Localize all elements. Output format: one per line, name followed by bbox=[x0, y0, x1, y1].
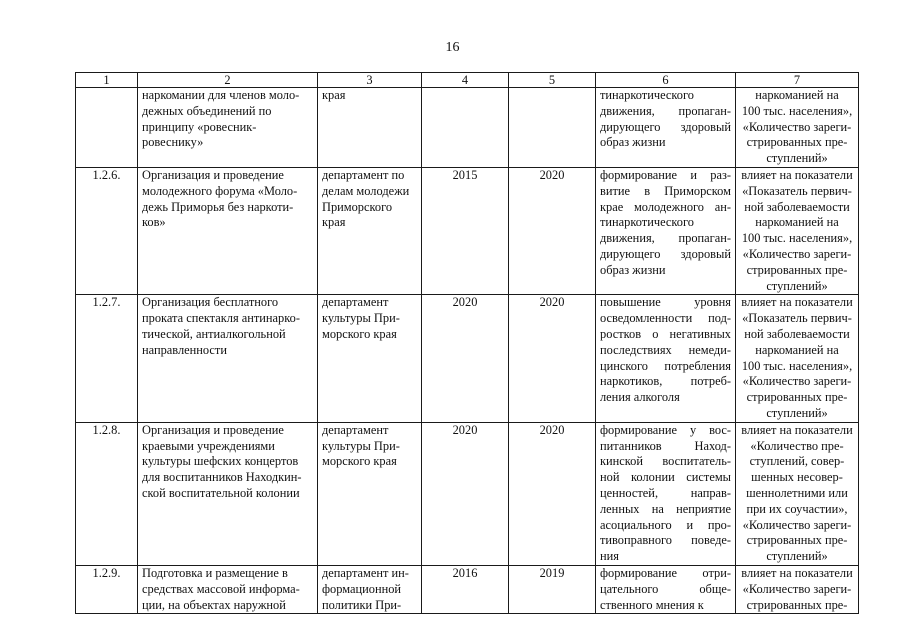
page-number: 16 bbox=[445, 40, 460, 55]
table-row bbox=[76, 167, 859, 294]
cell-line: ственного мнения к bbox=[600, 597, 704, 612]
executor-cell bbox=[318, 422, 422, 565]
table-body bbox=[76, 73, 859, 614]
cell-line: «Количество зареги- bbox=[742, 517, 852, 532]
cell-line: стрированных пре- bbox=[746, 262, 848, 277]
cell-line: «Количество зареги- bbox=[742, 581, 852, 596]
end-year-cell: 2020 bbox=[509, 295, 596, 422]
cell-line: политики При- bbox=[322, 597, 402, 612]
cell-line: повышение уровня bbox=[600, 295, 731, 310]
start-year-cell: 2020 bbox=[422, 295, 509, 422]
table-row bbox=[76, 565, 859, 613]
cell-line: морского края bbox=[322, 454, 397, 469]
cell-line: департамент по bbox=[322, 167, 405, 182]
cell-line: стрированных пре- bbox=[746, 533, 848, 548]
cell-line: тинаркотического bbox=[600, 88, 694, 102]
cell-line: Приморского bbox=[322, 199, 393, 214]
start-year-cell: 2020 bbox=[422, 422, 509, 565]
start-year-cell: 2015 bbox=[422, 167, 509, 294]
executor-cell bbox=[318, 88, 422, 168]
item-number-cell: 1.2.8. bbox=[76, 422, 138, 565]
activity-title-cell bbox=[138, 295, 318, 422]
indicator-link-cell bbox=[736, 295, 859, 422]
cell-line: ков» bbox=[142, 215, 166, 230]
cell-line: ления алкоголя bbox=[600, 390, 680, 405]
cell-line: средствах массовой информа- bbox=[142, 581, 300, 596]
cell-line: ленных на неприятие bbox=[600, 501, 731, 516]
cell-line: ровеснику» bbox=[142, 135, 204, 150]
cell-line: краевыми учреждениями bbox=[142, 438, 275, 453]
cell-line: культуры При- bbox=[322, 311, 400, 326]
end-year-cell bbox=[509, 88, 596, 168]
header-cell-6: 6 bbox=[596, 73, 736, 88]
header-cell-5: 5 bbox=[509, 73, 596, 88]
program-activities-table bbox=[75, 72, 859, 614]
expected-result-cell bbox=[596, 167, 736, 294]
cell-line: наркомании для членов моло- bbox=[142, 88, 300, 102]
cell-line: «Количество зареги- bbox=[742, 246, 852, 261]
cell-line: ступлений» bbox=[766, 151, 828, 166]
activity-title-cell bbox=[138, 167, 318, 294]
cell-line: формирование отри- bbox=[600, 565, 731, 580]
cell-line: направленности bbox=[142, 342, 227, 357]
expected-result-cell bbox=[596, 295, 736, 422]
cell-line: дирующего здоровый bbox=[600, 119, 731, 134]
cell-line: питанников Наход- bbox=[600, 438, 731, 453]
start-year-cell bbox=[422, 88, 509, 168]
cell-line: движения, пропаган- bbox=[600, 231, 731, 246]
cell-line: 100 тыс. населения», bbox=[741, 358, 853, 373]
cell-line: наркотиков, потреб- bbox=[600, 374, 731, 389]
cell-line: ной колонии системы bbox=[600, 470, 731, 485]
cell-line: ной заболеваемости bbox=[744, 326, 850, 341]
cell-line: последствиях немеди- bbox=[600, 342, 731, 357]
cell-line: движения, пропаган- bbox=[600, 103, 731, 118]
cell-line: департамент bbox=[322, 295, 389, 310]
cell-line: молодежного форума «Моло- bbox=[142, 183, 298, 198]
expected-result-cell bbox=[596, 565, 736, 613]
cell-line: тивоправного поведе- bbox=[600, 533, 731, 548]
cell-line: дирующего здоровый bbox=[600, 246, 731, 261]
cell-line: наркоманией на bbox=[755, 342, 839, 357]
cell-line: асоциального и про- bbox=[600, 517, 731, 532]
cell-line: ростков о негативных bbox=[600, 326, 731, 341]
cell-line: «Количество пре- bbox=[750, 438, 844, 453]
indicator-link-cell bbox=[736, 422, 859, 565]
cell-line: шенных несовер- bbox=[751, 470, 843, 485]
cell-line: стрированных пре- bbox=[746, 135, 848, 150]
cell-line: культуры При- bbox=[322, 438, 400, 453]
cell-line: края bbox=[322, 215, 346, 230]
cell-line: наркоманией на bbox=[755, 215, 839, 230]
cell-line: шеннолетними или bbox=[746, 485, 848, 500]
indicator-link-cell bbox=[736, 88, 859, 168]
cell-line: «Количество зареги- bbox=[742, 119, 852, 134]
cell-line: ния bbox=[600, 549, 619, 564]
cell-line: ступлений» bbox=[766, 405, 828, 420]
cell-line: цательного обще- bbox=[600, 581, 731, 596]
cell-line: Организация и проведение bbox=[142, 422, 284, 437]
cell-line: «Количество зареги- bbox=[742, 374, 852, 389]
cell-line: для воспитанников Находкин- bbox=[142, 470, 302, 485]
executor-cell bbox=[318, 167, 422, 294]
expected-result-cell bbox=[596, 422, 736, 565]
cell-line: образ жизни bbox=[600, 135, 666, 150]
header-cell-7: 7 bbox=[736, 73, 859, 88]
activity-title-cell bbox=[138, 88, 318, 168]
header-row bbox=[76, 73, 859, 88]
cell-line: 100 тыс. населения», bbox=[741, 231, 853, 246]
cell-line: ценностей, направ- bbox=[600, 485, 731, 500]
cell-line: проката спектакля антинарко- bbox=[142, 311, 300, 326]
cell-line: делам молодежи bbox=[322, 183, 410, 198]
cell-line: ступлений, совер- bbox=[749, 454, 845, 469]
cell-line: формирование у вос- bbox=[600, 422, 731, 437]
cell-line: 100 тыс. населения», bbox=[741, 103, 853, 118]
cell-line: стрированных пре- bbox=[746, 597, 848, 612]
cell-line: ной заболеваемости bbox=[744, 199, 850, 214]
cell-line: осведомленности под- bbox=[600, 311, 731, 326]
table-row bbox=[76, 422, 859, 565]
activity-title-cell bbox=[138, 422, 318, 565]
cell-line: формационной bbox=[322, 581, 402, 596]
cell-line: Организация и проведение bbox=[142, 167, 284, 182]
table-row bbox=[76, 295, 859, 422]
cell-line: Подготовка и размещение в bbox=[142, 565, 288, 580]
activity-title-cell bbox=[138, 565, 318, 613]
cell-line: образ жизни bbox=[600, 262, 666, 277]
cell-line: морского края bbox=[322, 326, 397, 341]
cell-line: крае молодежного ан- bbox=[600, 199, 731, 214]
cell-line: влияет на показатели bbox=[741, 295, 853, 310]
end-year-cell: 2020 bbox=[509, 167, 596, 294]
cell-line: влияет на показатели bbox=[741, 167, 853, 182]
cell-line: тинаркотического bbox=[600, 215, 694, 230]
item-number-cell: 1.2.6. bbox=[76, 167, 138, 294]
item-number-cell: 1.2.9. bbox=[76, 565, 138, 613]
cell-line: витие в Приморском bbox=[600, 183, 731, 198]
cell-line: цинского потребления bbox=[600, 358, 731, 373]
cell-line: влияет на показатели bbox=[741, 565, 853, 580]
cell-line: ской воспитательной колонии bbox=[142, 485, 300, 500]
cell-line: «Показатель первич- bbox=[742, 183, 852, 198]
cell-line: стрированных пре- bbox=[746, 390, 848, 405]
cell-line: Организация бесплатного bbox=[142, 295, 279, 310]
cell-line: тической, антиалкогольной bbox=[142, 326, 286, 341]
cell-line: «Показатель первич- bbox=[742, 311, 852, 326]
cell-line: дежь Приморья без наркоти- bbox=[142, 199, 294, 214]
cell-line: края bbox=[322, 88, 346, 102]
cell-line: при их соучастии», bbox=[746, 501, 848, 516]
cell-line: формирование и раз- bbox=[600, 167, 731, 182]
table-row bbox=[76, 88, 859, 168]
cell-line: ступлений» bbox=[766, 549, 828, 564]
end-year-cell: 2019 bbox=[509, 565, 596, 613]
cell-line: кинской воспитатель- bbox=[600, 454, 731, 469]
item-number-cell: 1.2.7. bbox=[76, 295, 138, 422]
cell-line: ции, на объектах наружной bbox=[142, 597, 286, 612]
indicator-link-cell bbox=[736, 167, 859, 294]
header-cell-3: 3 bbox=[318, 73, 422, 88]
expected-result-cell bbox=[596, 88, 736, 168]
header-cell-1: 1 bbox=[76, 73, 138, 88]
header-cell-4: 4 bbox=[422, 73, 509, 88]
cell-line: наркоманией на bbox=[755, 88, 839, 102]
header-cell-2: 2 bbox=[138, 73, 318, 88]
cell-line: департамент bbox=[322, 422, 389, 437]
end-year-cell: 2020 bbox=[509, 422, 596, 565]
executor-cell bbox=[318, 565, 422, 613]
item-number-cell bbox=[76, 88, 138, 168]
cell-line: дежных объединений по bbox=[142, 103, 272, 118]
cell-line: культуры шефских концертов bbox=[142, 454, 299, 469]
cell-line: принципу «ровесник- bbox=[142, 119, 257, 134]
executor-cell bbox=[318, 295, 422, 422]
start-year-cell: 2016 bbox=[422, 565, 509, 613]
cell-line: департамент ин- bbox=[322, 565, 409, 580]
indicator-link-cell bbox=[736, 565, 859, 613]
cell-line: влияет на показатели bbox=[741, 422, 853, 437]
cell-line: ступлений» bbox=[766, 278, 828, 293]
